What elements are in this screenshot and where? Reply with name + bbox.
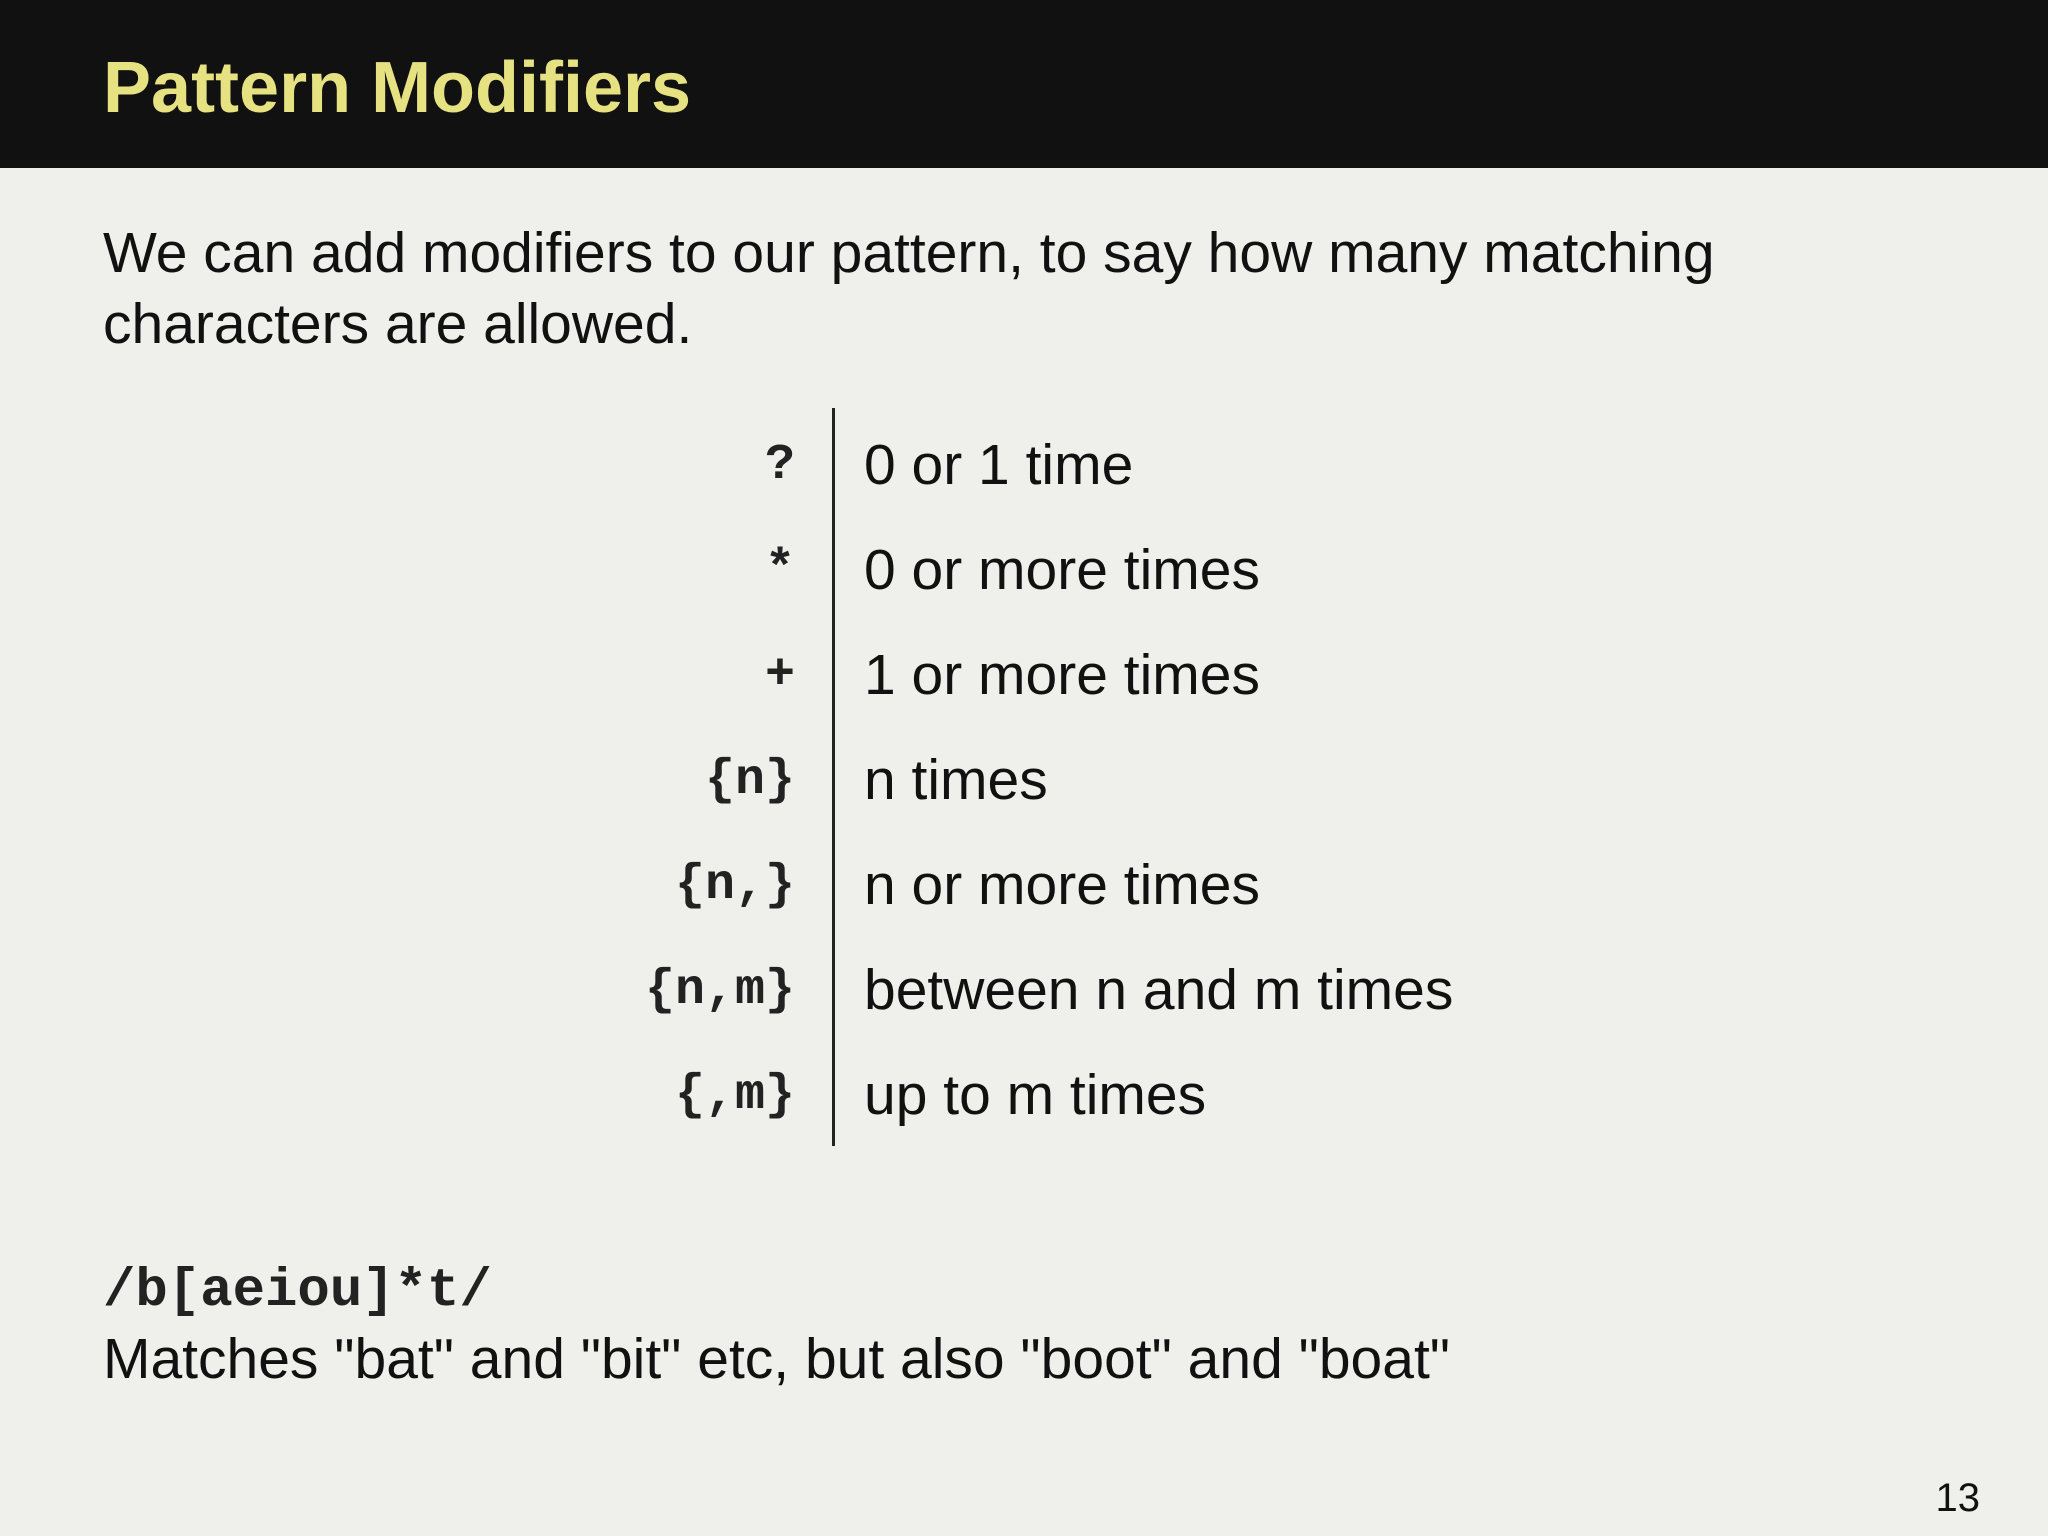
modifier-row	[0, 623, 2048, 728]
modifier-description: 1 or more times	[864, 643, 1260, 707]
modifier-description: up to m times	[864, 1063, 1207, 1127]
modifier-description: n or more times	[864, 853, 1260, 917]
modifier-row	[0, 938, 2048, 1043]
intro-text: We can add modifiers to our pattern, to say how many matching characters are allowed.	[103, 221, 1715, 356]
page-number: 13	[1935, 1476, 1980, 1520]
modifier-description: between n and m times	[864, 958, 1454, 1022]
modifier-row	[0, 728, 2048, 833]
example-pattern: /b[aeiou]*t/	[103, 1261, 492, 1322]
modifier-symbol: {,m}	[674, 1067, 795, 1124]
modifier-description: 0 or more times	[864, 538, 1260, 602]
slide-title: Pattern Modifiers	[103, 48, 692, 128]
modifier-row	[0, 518, 2048, 623]
modifier-symbol: {n}	[704, 752, 795, 809]
modifier-row	[0, 1043, 2048, 1148]
modifier-row	[0, 833, 2048, 938]
slide-header	[0, 0, 2048, 168]
modifier-symbol: {n,}	[674, 857, 795, 914]
modifier-description: 0 or 1 time	[864, 433, 1134, 497]
modifier-symbol: *	[764, 542, 795, 599]
modifier-symbol: {n,m}	[644, 962, 795, 1019]
modifier-description: n times	[864, 748, 1048, 812]
example-description: Matches "bat" and "bit" etc, but also "boot" and "boat"	[103, 1327, 1451, 1391]
modifier-symbol: ?	[764, 437, 795, 494]
modifier-row	[0, 413, 2048, 518]
modifier-symbol: +	[764, 647, 795, 704]
